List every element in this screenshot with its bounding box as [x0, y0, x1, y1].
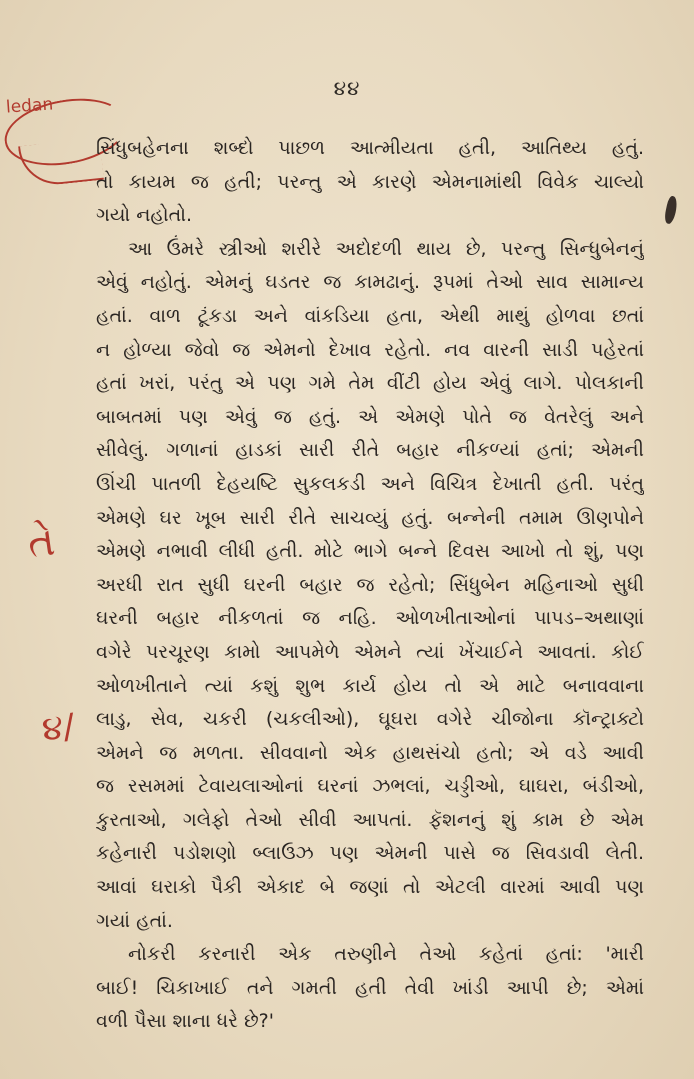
text-line: હતાં ખરાં, પરંતુ એ પણ ગમે તેમ વીંટી હોય એવું લાગે. પોલકાની: [96, 372, 644, 395]
text-line: ઘરની બહાર નીકળતાં જ નહિ. ઓળખીતાઓનાં પાપડ–અથાણાં: [96, 607, 644, 630]
text-line: તો કાયમ જ હતી; પરન્તુ એ કારણે એમનામાંથી વિવેક ચાલ્યો: [96, 170, 644, 193]
text-line: એમણે ઘર ખૂબ સારી રીતે સાચવ્યું હતું. બન્નેની તમામ ઊણપોને: [96, 506, 644, 529]
text-line: ગયાં હતાં.: [96, 909, 173, 932]
handwritten-note-margin-lower: ૪/: [39, 706, 77, 750]
text-line: ન હોળ્યા જેવો જ એમનો દેખાવ રહેતો. નવ વારની સાડી પહેરતાં: [96, 338, 644, 361]
text-line: એમણે નભાવી લીધી હતી. મોટે ભાગે બન્ને દિવસ આખો તો શું, પણ: [96, 540, 644, 563]
text-line: ઊંચી પાતળી દેહયષ્ટિ સુકલકડી અને વિચિત્ર દેખાતી હતી. પરંતુ: [96, 472, 644, 495]
text-line: કુરતાઓ, ગલેફો તેઓ સીવી આપતાં. ફૅશનનું શું કામ છે એમ: [96, 808, 644, 831]
handwritten-note-top: ledan: [5, 94, 54, 118]
text-line: સિંધુબહેનના શબ્દો પાછળ આત્મીયતા હતી, આતિથ્ય હતું.: [96, 137, 644, 159]
text-line: જ રસમમાં ટેવાયલાઓનાં ઘરનાં ઝભલાં, ચડ્ડીઓ, ઘાઘરા, બંડીઓ,: [96, 775, 644, 798]
text-line: વળી પૈસા શાના ધરે છે?': [96, 1010, 274, 1033]
text-line: હતાં. વાળ ટૂંકડા અને વાંકડિયા હતા, એથી માથું હોળવા છતાં: [96, 304, 644, 327]
text-line: લાડુ, સેવ, ચકરી (ચકલીઓ), ઘૂઘરા વગેરે ચીજોના કૉન્ટ્રાક્ટો: [96, 708, 644, 731]
ink-blot-mark: [663, 195, 679, 224]
text-line: અરધી રાત સુધી ઘરની બહાર જ રહેતો; સિંધુબેન મહિનાઓ સુધી: [96, 573, 644, 596]
text-line: ઓળખીતાને ત્યાં કશું શુભ કાર્ય હોય તો એ માટે બનાવવાના: [96, 674, 644, 697]
text-line: ગયો નહોતો.: [96, 204, 193, 227]
page-number: ૪૪: [333, 76, 361, 100]
handwritten-note-margin: તે: [24, 518, 58, 568]
body-text: [96, 132, 644, 1039]
text-line: બાઈ! ચિકાખાઈ તને ગમતી હતી તેવી ખાંડી આપી છે; એમાં: [96, 976, 644, 999]
text-line: એવું નહોતું. એમનું ઘડતર જ કામઢાનું. રૂપમાં તેઓ સાવ સામાન્ય: [96, 271, 644, 294]
text-line: બાબતમાં પણ એવું જ હતું. એ એમણે પોતે જ વેતરેલું અને: [96, 405, 644, 428]
text-line: સીવેલું. ગળાનાં હાડકાં સારી રીતે બહાર નીકળ્યાં હતાં; એમની: [96, 439, 644, 462]
text-line: આવાં ઘરાકો પૈકી એકાદ બે જણાં તો એટલી વારમાં આવી પણ: [96, 876, 644, 899]
handwritten-arrow-annotation: [18, 138, 104, 188]
text-line: આ ઉંમરે સ્ત્રીઓ શરીરે અદોદળી થાય છે, પરન્તુ સિન્ધુબેનનું: [128, 237, 644, 260]
text-line: વગેરે પરચૂરણ કામો આપમેળે એમને ત્યાં ખેંચાઈને આવતાં. કોઈ: [96, 640, 644, 663]
text-line: નોકરી કરનારી એક તરુણીને તેઓ કહેતાં હતાં: 'મારી: [128, 943, 644, 966]
text-line: એમને જ મળતા. સીવવાનો એક હાથસંચો હતો; એ વડે આવી: [96, 741, 644, 764]
text-line: કહેનારી પડોશણો બ્લાઉઝ પણ એમની પાસે જ સિવડાવી લેતી.: [96, 842, 644, 865]
